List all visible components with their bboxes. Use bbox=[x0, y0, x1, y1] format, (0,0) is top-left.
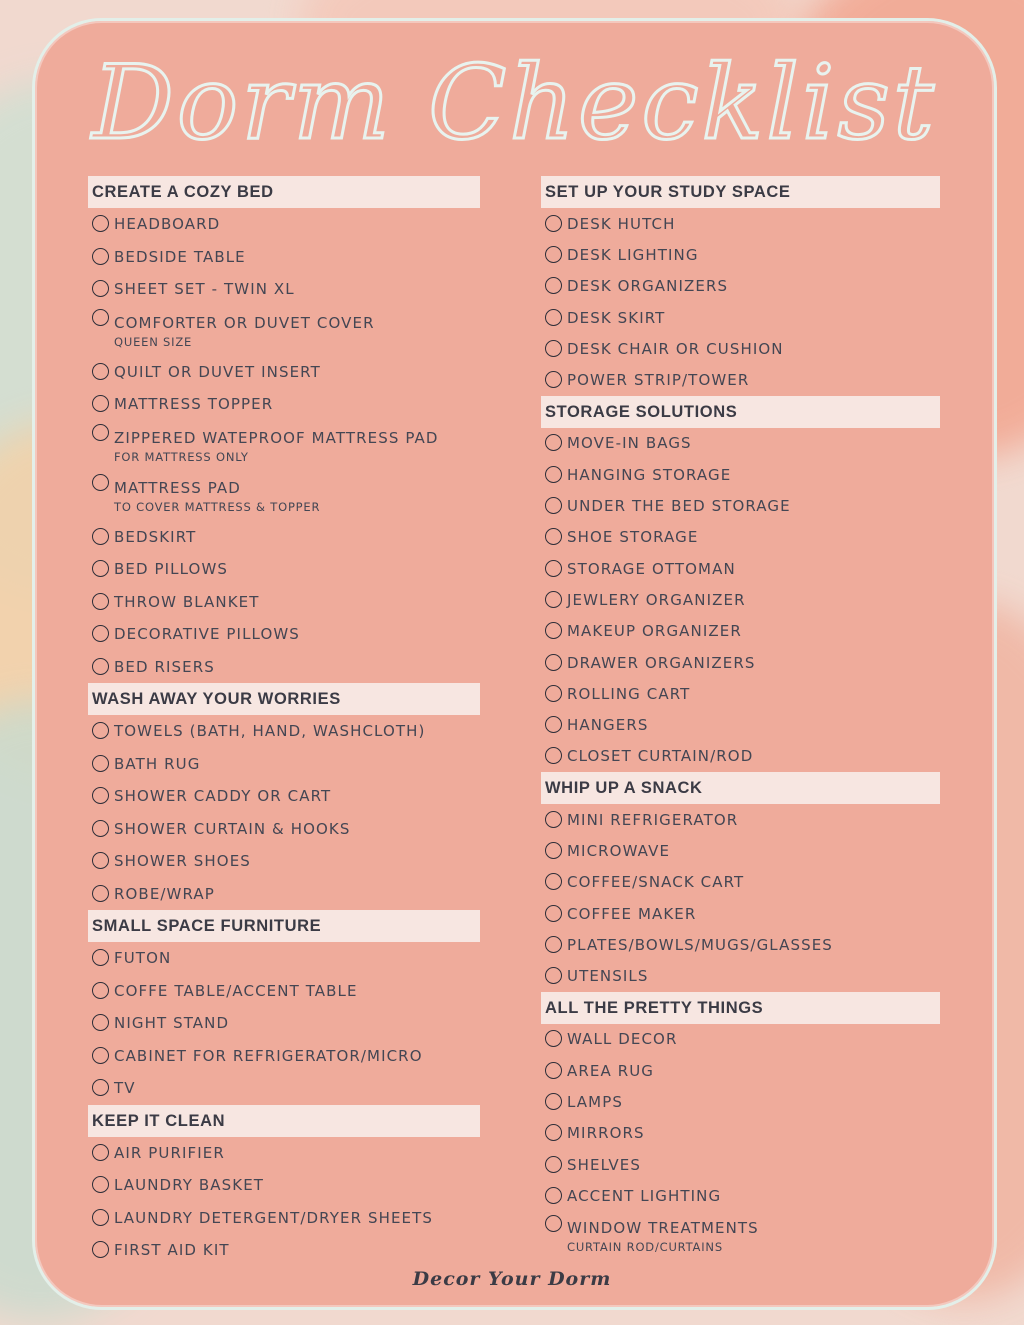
checklist-item[interactable] bbox=[541, 364, 940, 395]
checkbox-circle-icon[interactable] bbox=[545, 1093, 562, 1110]
checkbox-circle-icon[interactable] bbox=[92, 1047, 109, 1064]
item-label: DESK CHAIR OR CUSHION bbox=[567, 339, 784, 358]
checkbox-circle-icon[interactable] bbox=[92, 1176, 109, 1193]
checkbox-circle-icon[interactable] bbox=[92, 885, 109, 902]
checkbox-circle-icon[interactable] bbox=[92, 309, 109, 326]
checkbox-circle-icon[interactable] bbox=[545, 497, 562, 514]
section-heading: CREATE A COZY BED bbox=[88, 176, 480, 208]
checklist-item[interactable] bbox=[541, 1149, 940, 1180]
checklist-item[interactable] bbox=[88, 388, 480, 421]
checkbox-circle-icon[interactable] bbox=[92, 625, 109, 642]
checkbox-circle-icon[interactable] bbox=[545, 747, 562, 764]
checklist-item[interactable] bbox=[541, 835, 940, 866]
right-column bbox=[541, 176, 940, 1258]
checklist-item[interactable] bbox=[88, 306, 480, 356]
checkbox-circle-icon[interactable] bbox=[545, 466, 562, 483]
item-label: ACCENT LIGHTING bbox=[567, 1186, 722, 1205]
checklist-item[interactable] bbox=[88, 421, 480, 471]
checkbox-circle-icon[interactable] bbox=[92, 658, 109, 675]
checkbox-circle-icon[interactable] bbox=[545, 967, 562, 984]
checklist-item[interactable] bbox=[88, 553, 480, 586]
checkbox-circle-icon[interactable] bbox=[545, 371, 562, 388]
checklist-item[interactable] bbox=[541, 1118, 940, 1149]
item-label: DRAWER ORGANIZERS bbox=[567, 653, 756, 672]
item-label: BED RISERS bbox=[114, 657, 215, 676]
checkbox-circle-icon[interactable] bbox=[545, 528, 562, 545]
checklist-item[interactable] bbox=[541, 961, 940, 992]
item-label: SHOWER SHOES bbox=[114, 852, 251, 871]
checklist-item[interactable] bbox=[541, 929, 940, 960]
checkbox-circle-icon[interactable] bbox=[545, 215, 562, 232]
item-label: DESK SKIRT bbox=[567, 308, 666, 327]
checklist-item[interactable] bbox=[88, 1007, 480, 1040]
checkbox-circle-icon[interactable] bbox=[545, 936, 562, 953]
item-label: HEADBOARD bbox=[114, 215, 221, 234]
item-label: MICROWAVE bbox=[567, 841, 671, 860]
checklist-item[interactable] bbox=[88, 1202, 480, 1235]
checklist-item[interactable] bbox=[541, 522, 940, 553]
checklist-item[interactable] bbox=[88, 975, 480, 1008]
item-note: CURTAIN ROD/CURTAINS bbox=[567, 1239, 723, 1254]
checklist-item[interactable] bbox=[88, 241, 480, 274]
checkbox-circle-icon[interactable] bbox=[545, 1215, 562, 1232]
checklist-item[interactable] bbox=[88, 586, 480, 619]
brand-signature: Decor Your Dorm bbox=[412, 1268, 612, 1290]
item-label: HANGING STORAGE bbox=[567, 465, 732, 484]
checklist-item[interactable] bbox=[541, 1212, 940, 1258]
checklist-item[interactable] bbox=[541, 741, 940, 772]
section-heading: KEEP IT CLEAN bbox=[88, 1105, 480, 1137]
item-label: DESK HUTCH bbox=[567, 214, 676, 233]
item-note: TO COVER MATTRESS & TOPPER bbox=[114, 499, 321, 514]
item-label: LAUNDRY BASKET bbox=[114, 1176, 265, 1195]
item-label: MATTRESS PAD bbox=[114, 478, 241, 497]
item-label: DESK ORGANIZERS bbox=[567, 277, 729, 296]
checklist-item[interactable] bbox=[88, 845, 480, 878]
item-note: FOR MATTRESS ONLY bbox=[114, 449, 249, 464]
section-heading: WHIP UP A SNACK bbox=[541, 772, 940, 804]
item-label: HANGERS bbox=[567, 716, 649, 735]
item-label: AREA RUG bbox=[567, 1061, 655, 1080]
checkbox-circle-icon[interactable] bbox=[92, 395, 109, 412]
checkbox-circle-icon[interactable] bbox=[545, 1030, 562, 1047]
checkbox-circle-icon[interactable] bbox=[92, 528, 109, 545]
checkbox-circle-icon[interactable] bbox=[92, 215, 109, 232]
checklist-item[interactable] bbox=[88, 618, 480, 651]
checklist-item[interactable] bbox=[88, 1234, 480, 1267]
checklist-item[interactable] bbox=[541, 271, 940, 302]
checkbox-circle-icon[interactable] bbox=[92, 363, 109, 380]
checklist-item[interactable] bbox=[541, 333, 940, 364]
item-label: STORAGE OTTOMAN bbox=[567, 559, 736, 578]
item-label: ZIPPERED WATEPROOF MATTRESS PAD bbox=[114, 428, 439, 447]
checkbox-circle-icon[interactable] bbox=[545, 1187, 562, 1204]
checklist-item[interactable] bbox=[88, 813, 480, 846]
checkbox-circle-icon[interactable] bbox=[545, 622, 562, 639]
item-label: MATTRESS TOPPER bbox=[114, 395, 274, 414]
checkbox-circle-icon[interactable] bbox=[545, 654, 562, 671]
item-label: FUTON bbox=[114, 949, 172, 968]
checklist-item[interactable] bbox=[541, 208, 940, 239]
checklist-item[interactable] bbox=[88, 521, 480, 554]
item-label: MIRRORS bbox=[567, 1124, 645, 1143]
item-label: DECORATIVE PILLOWS bbox=[114, 625, 300, 644]
item-label: BEDSKIRT bbox=[114, 527, 197, 546]
checklist-item[interactable] bbox=[88, 208, 480, 241]
item-label: TV bbox=[114, 1079, 136, 1098]
item-label: BEDSIDE TABLE bbox=[114, 247, 246, 266]
item-label: MOVE-IN BAGS bbox=[567, 434, 692, 453]
checkbox-circle-icon[interactable] bbox=[92, 424, 109, 441]
checkbox-circle-icon[interactable] bbox=[92, 1241, 109, 1258]
checkbox-circle-icon[interactable] bbox=[92, 820, 109, 837]
item-label: LAMPS bbox=[567, 1093, 623, 1112]
left-column bbox=[88, 176, 480, 1267]
checkbox-circle-icon[interactable] bbox=[545, 1156, 562, 1173]
item-label: THROW BLANKET bbox=[114, 592, 260, 611]
checklist-item[interactable] bbox=[541, 239, 940, 270]
checkbox-circle-icon[interactable] bbox=[92, 248, 109, 265]
item-label: WINDOW TREATMENTS bbox=[567, 1218, 759, 1237]
checklist-item[interactable] bbox=[88, 1169, 480, 1202]
checklist-item[interactable] bbox=[88, 471, 480, 521]
checkbox-circle-icon[interactable] bbox=[545, 434, 562, 451]
item-label: MAKEUP ORGANIZER bbox=[567, 622, 742, 641]
checkbox-circle-icon[interactable] bbox=[545, 309, 562, 326]
checkbox-circle-icon[interactable] bbox=[545, 340, 562, 357]
checkbox-circle-icon[interactable] bbox=[92, 722, 109, 739]
checklist-item[interactable] bbox=[541, 678, 940, 709]
checklist-item[interactable] bbox=[541, 302, 940, 333]
item-label: SHEET SET - TWIN XL bbox=[114, 280, 295, 299]
checklist-item[interactable] bbox=[88, 1072, 480, 1105]
checkbox-circle-icon[interactable] bbox=[545, 591, 562, 608]
checkbox-circle-icon[interactable] bbox=[92, 982, 109, 999]
section-heading: ALL THE PRETTY THINGS bbox=[541, 992, 940, 1024]
checklist-item[interactable] bbox=[541, 1055, 940, 1086]
item-label: QUILT OR DUVET INSERT bbox=[114, 362, 321, 381]
item-label: ROLLING CART bbox=[567, 684, 691, 703]
checkbox-circle-icon[interactable] bbox=[92, 949, 109, 966]
item-label: UTENSILS bbox=[567, 967, 649, 986]
item-label: POWER STRIP/TOWER bbox=[567, 371, 750, 390]
item-label: ROBE/WRAP bbox=[114, 884, 215, 903]
checkbox-circle-icon[interactable] bbox=[545, 873, 562, 890]
item-label: SHOWER CURTAIN & HOOKS bbox=[114, 819, 351, 838]
item-label: BED PILLOWS bbox=[114, 560, 228, 579]
checklist-item[interactable] bbox=[88, 715, 480, 748]
checklist-item[interactable] bbox=[88, 1040, 480, 1073]
checklist-item[interactable] bbox=[88, 1137, 480, 1170]
checkbox-circle-icon[interactable] bbox=[92, 1079, 109, 1096]
checklist-item[interactable] bbox=[541, 1024, 940, 1055]
checklist-item[interactable] bbox=[88, 780, 480, 813]
item-label: COFFEE/SNACK CART bbox=[567, 873, 745, 892]
item-label: SHOWER CADDY OR CART bbox=[114, 787, 332, 806]
page-title: Dorm Checklist bbox=[92, 44, 937, 163]
checklist-item[interactable] bbox=[541, 616, 940, 647]
checklist-item[interactable] bbox=[541, 1180, 940, 1211]
item-label: COFFEE MAKER bbox=[567, 904, 697, 923]
item-label: JEWLERY ORGANIZER bbox=[567, 590, 746, 609]
checkbox-circle-icon[interactable] bbox=[92, 1014, 109, 1031]
item-label: COFFE TABLE/ACCENT TABLE bbox=[114, 981, 358, 1000]
checkbox-circle-icon[interactable] bbox=[92, 787, 109, 804]
checklist-item[interactable] bbox=[541, 804, 940, 835]
item-note: QUEEN SIZE bbox=[114, 334, 193, 349]
section-heading: SET UP YOUR STUDY SPACE bbox=[541, 176, 940, 208]
checkbox-circle-icon[interactable] bbox=[92, 852, 109, 869]
checklist-item[interactable] bbox=[541, 490, 940, 521]
checkbox-circle-icon[interactable] bbox=[92, 1209, 109, 1226]
checkbox-circle-icon[interactable] bbox=[545, 246, 562, 263]
checklist-item[interactable] bbox=[541, 553, 940, 584]
item-label: SHELVES bbox=[567, 1155, 641, 1174]
item-label: TOWELS (BATH, HAND, WASHCLOTH) bbox=[114, 722, 426, 741]
checklist-item[interactable] bbox=[541, 459, 940, 490]
item-label: COMFORTER OR DUVET COVER bbox=[114, 313, 375, 332]
checkbox-circle-icon[interactable] bbox=[92, 280, 109, 297]
checkbox-circle-icon[interactable] bbox=[92, 474, 109, 491]
checkbox-circle-icon[interactable] bbox=[545, 905, 562, 922]
checkbox-circle-icon[interactable] bbox=[92, 1144, 109, 1161]
checklist-item[interactable] bbox=[541, 647, 940, 678]
checklist-item[interactable] bbox=[88, 878, 480, 911]
item-label: UNDER THE BED STORAGE bbox=[567, 497, 791, 516]
checkbox-circle-icon[interactable] bbox=[545, 811, 562, 828]
checklist-item[interactable] bbox=[541, 428, 940, 459]
checklist-item[interactable] bbox=[88, 748, 480, 781]
checkbox-circle-icon[interactable] bbox=[545, 685, 562, 702]
checkbox-circle-icon[interactable] bbox=[545, 1124, 562, 1141]
checkbox-circle-icon[interactable] bbox=[545, 560, 562, 577]
checkbox-circle-icon[interactable] bbox=[92, 560, 109, 577]
item-label: CLOSET CURTAIN/ROD bbox=[567, 747, 754, 766]
section-heading: STORAGE SOLUTIONS bbox=[541, 396, 940, 428]
item-label: AIR PURIFIER bbox=[114, 1143, 225, 1162]
item-label: LAUNDRY DETERGENT/DRYER SHEETS bbox=[114, 1208, 434, 1227]
checklist-item[interactable] bbox=[88, 942, 480, 975]
checklist-item[interactable] bbox=[541, 584, 940, 615]
section-heading: WASH AWAY YOUR WORRIES bbox=[88, 683, 480, 715]
checklist-item[interactable] bbox=[88, 651, 480, 684]
checklist-item[interactable] bbox=[541, 867, 940, 898]
item-label: MINI REFRIGERATOR bbox=[567, 810, 739, 829]
item-label: BATH RUG bbox=[114, 754, 201, 773]
checkbox-circle-icon[interactable] bbox=[545, 842, 562, 859]
item-label: SHOE STORAGE bbox=[567, 528, 699, 547]
item-label: WALL DECOR bbox=[567, 1030, 678, 1049]
item-label: NIGHT STAND bbox=[114, 1014, 230, 1033]
checklist-item[interactable] bbox=[88, 356, 480, 389]
item-label: PLATES/BOWLS/MUGS/GLASSES bbox=[567, 935, 833, 954]
checklist-item[interactable] bbox=[541, 1086, 940, 1117]
checkbox-circle-icon[interactable] bbox=[92, 755, 109, 772]
item-label: CABINET FOR REFRIGERATOR/MICRO bbox=[114, 1046, 423, 1065]
checkbox-circle-icon[interactable] bbox=[545, 716, 562, 733]
checklist-item[interactable] bbox=[88, 273, 480, 306]
checkbox-circle-icon[interactable] bbox=[545, 277, 562, 294]
section-heading: SMALL SPACE FURNITURE bbox=[88, 910, 480, 942]
checkbox-circle-icon[interactable] bbox=[545, 1062, 562, 1079]
checklist-item[interactable] bbox=[541, 898, 940, 929]
item-label: DESK LIGHTING bbox=[567, 245, 699, 264]
item-label: FIRST AID KIT bbox=[114, 1241, 230, 1260]
checkbox-circle-icon[interactable] bbox=[92, 593, 109, 610]
checklist-item[interactable] bbox=[541, 709, 940, 740]
